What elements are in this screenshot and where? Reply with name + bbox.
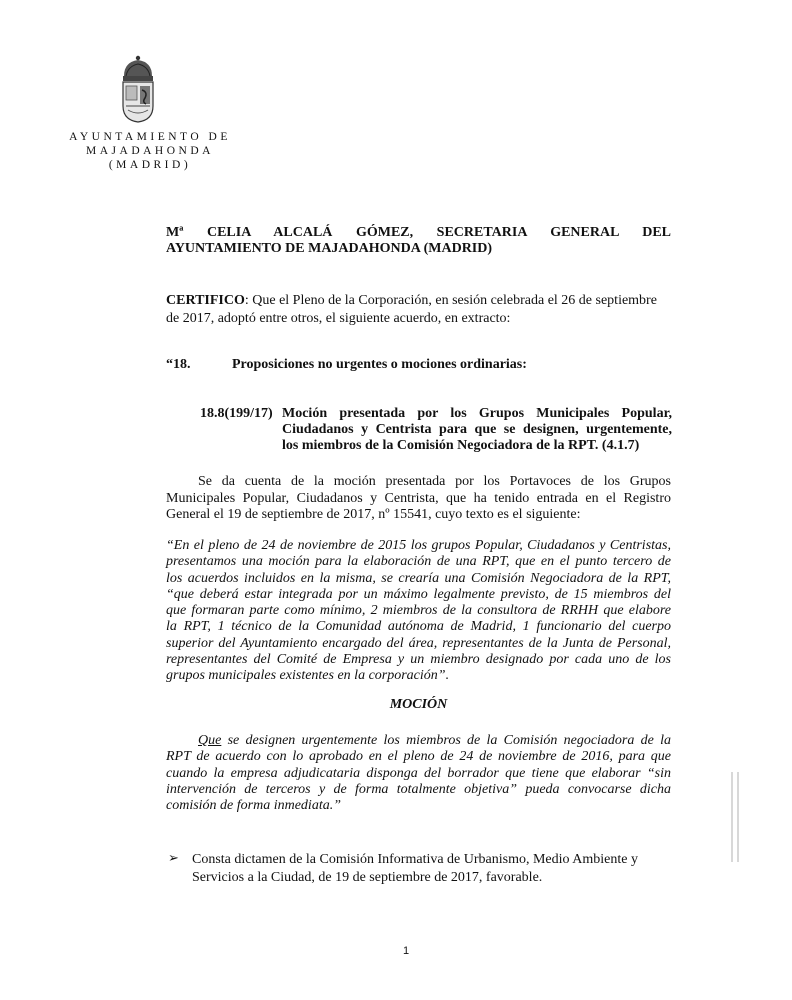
scan-mark	[737, 772, 739, 862]
quote-line: “que deberá estar integrada por un máximo legalmente previsto, de 15 miembros del	[166, 586, 671, 602]
mocion-line: RPT de acuerdo con lo aprobado en el pleno de 24 de noviembre de 2016, para que	[166, 749, 671, 765]
certifico-label: CERTIFICO	[166, 293, 245, 308]
mocion-paragraph	[166, 733, 671, 814]
mocion-line: intervención de terceros y de forma totalmente objetiva” pueda convocarse dicha	[166, 781, 671, 797]
item-title: Proposiciones no urgentes o mociones ordinarias:	[232, 357, 527, 372]
quote-line: presentamos una moción para la elaboración de una RPT, que en el punto tercero de	[166, 554, 671, 570]
subitem-title-line: Ciudadanos y Centrista para que se designen, urgentemente,	[282, 422, 672, 437]
municipality-line: MAJADAHONDA	[86, 145, 214, 157]
page-number: 1	[402, 945, 410, 957]
municipality-line: (MADRID)	[108, 159, 192, 171]
intro-paragraph	[166, 474, 671, 524]
subitem-title-line: los miembros de la Comisión Negociadora de la RPT. (4.1.7)	[282, 438, 640, 453]
quote-line: superior del Ayuntamiento encargado del área, representantes de la Junta de Personal,	[166, 635, 671, 651]
certifico-paragraph	[166, 292, 671, 328]
heading-line: AYUNTAMIENTO DE MAJADAHONDA (MADRID)	[166, 241, 493, 256]
mocion-first-rest: se designen urgentemente los miembros de la Comisión negociadora de la	[221, 733, 671, 748]
paragraph-line: Municipales Popular, Ciudadanos y Centrista, que ha tenido entrada en el Registro	[166, 490, 671, 506]
quote-line: grupos municipales existentes en la corporación”.	[166, 668, 450, 684]
certifico-text: : Que el Pleno de la Corporación, en sesión celebrada el 26 de septiembre de 2017, adoptó entre otros, el siguiente acuerdo, en extracto:	[166, 293, 657, 326]
mocion-title: MOCIÓN	[389, 697, 448, 712]
item-number: “18.	[166, 357, 191, 372]
quote-line: que formaran parte como mínimo, 2 miembros de la consultora de RRHH que elabore	[166, 603, 671, 619]
mocion-first-word: Que	[198, 733, 222, 748]
coat-of-arms-icon	[118, 54, 158, 124]
subitem-number: 18.8(199/17)	[200, 406, 273, 421]
municipality-name	[60, 130, 240, 172]
quote-line: “En el pleno de 24 de noviembre de 2015 los grupos Popular, Ciudadanos y Centristas,	[166, 538, 671, 553]
mocion-line: cuando la empresa adjudicataria disponga del borrador que tiene que elaborar “sin	[166, 765, 671, 781]
paragraph-line: General el 19 de septiembre de 2017, nº 15541, cuyo texto es el siguiente:	[166, 507, 581, 522]
document-heading	[166, 225, 671, 257]
quote-line: la RPT, 1 técnico de la Comunidad autónoma de Madrid, 1 funcionario del cuerpo	[166, 619, 671, 635]
heading-line: Mª CELIA ALCALÁ GÓMEZ, SECRETARIA GENERAL DEL	[166, 225, 671, 240]
subitem-title-line: Moción presentada por los Grupos Municipales Popular,	[282, 406, 672, 421]
quote-line: los acuerdos incluidos en la misma, se crearía una Comisión Negociadora de la RPT,	[166, 570, 671, 586]
quote-line: representantes del Comité de Empresa y un miembro designado por cada uno de los	[166, 652, 671, 668]
motion-quote	[166, 538, 671, 685]
municipality-line: AYUNTAMIENTO DE	[69, 131, 231, 143]
arrow-bullet-icon: ➢	[168, 850, 179, 865]
bullet-text: Consta dictamen de la Comisión Informativa de Urbanismo, Medio Ambiente y Servicios a la Ciudad, de 19 de septiembre de 2017, favorable.	[192, 852, 638, 885]
paragraph-line: Se da cuenta de la moción presentada por los Portavoces de los Grupos	[198, 474, 671, 489]
scan-mark	[731, 772, 733, 862]
subitem-title	[282, 406, 672, 454]
mocion-line: comisión de forma inmediata.”	[166, 798, 341, 814]
mocion-first-line	[166, 733, 671, 749]
